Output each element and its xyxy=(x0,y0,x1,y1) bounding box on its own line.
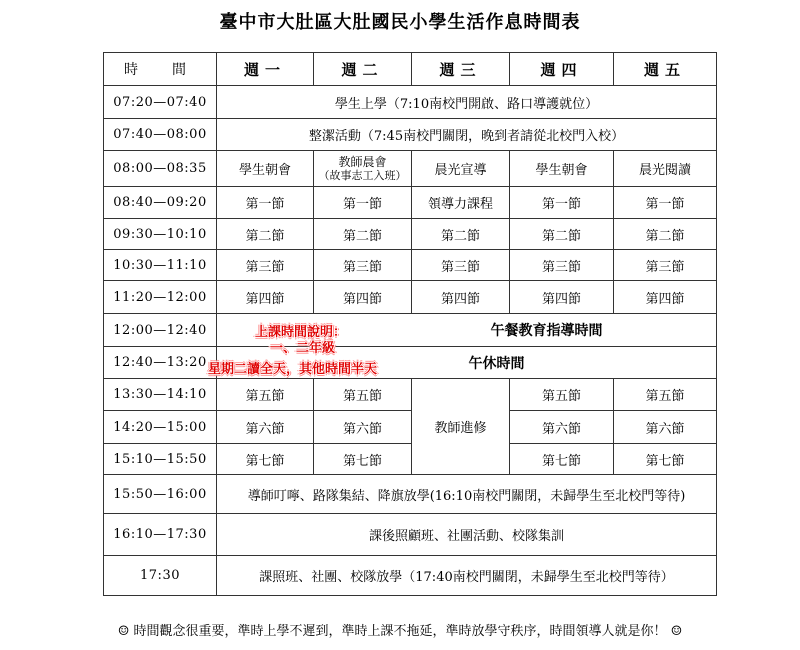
cell-thu: 第七節 xyxy=(510,444,614,475)
table-row xyxy=(104,151,717,187)
cell-tue: 第二節 xyxy=(314,219,412,250)
table-row xyxy=(104,347,717,379)
cell-tue: 第一節 xyxy=(314,187,412,219)
cell-tue: 第四節 xyxy=(314,281,412,314)
table-row xyxy=(104,514,717,556)
table-row xyxy=(104,86,717,119)
cell-fri: 晨光閱讀 xyxy=(614,151,717,187)
cell-mon: 第五節 xyxy=(217,379,314,411)
header-thu: 週四 xyxy=(510,53,614,86)
table-row xyxy=(104,187,717,219)
header-tue: 週二 xyxy=(314,53,412,86)
table-row xyxy=(104,475,717,514)
cell-fri: 第五節 xyxy=(614,379,717,411)
note-line-2: 一、二年級 xyxy=(270,341,336,356)
cell-wed: 領導力課程 xyxy=(412,187,510,219)
cell-fri: 第三節 xyxy=(614,250,717,281)
cell-thu: 第一節 xyxy=(510,187,614,219)
time-cell: 15:10—15:50 xyxy=(104,444,217,475)
cell-mon: 第四節 xyxy=(217,281,314,314)
footer-motto: ☺ 時間觀念很重要，準時上學不遲到，準時上課不拖延，準時放學守秩序，時間領導人就是你！ ☺ xyxy=(117,624,683,639)
cell-mon: 第六節 xyxy=(217,411,314,444)
note-line-1: 上課時間說明： xyxy=(255,325,347,340)
cell-fri: 第六節 xyxy=(614,411,717,444)
time-cell: 10:30—11:10 xyxy=(104,250,217,281)
time-cell: 08:40—09:20 xyxy=(104,187,217,219)
cell-tue xyxy=(314,151,412,187)
time-cell: 12:40—13:20 xyxy=(104,347,217,379)
schedule-table xyxy=(103,52,717,596)
span-cell: 課後照顧班、社團活動、校隊集訓 xyxy=(217,514,717,556)
header-fri: 週五 xyxy=(614,53,717,86)
header-row xyxy=(104,53,717,86)
cell-mon: 第七節 xyxy=(217,444,314,475)
cell-wed: 第四節 xyxy=(412,281,510,314)
time-cell: 11:20—12:00 xyxy=(104,281,217,314)
cell-wed-teacher-training: 教師進修 xyxy=(412,379,510,475)
table-row xyxy=(104,444,717,475)
cell-tue-sub: （故事志工入班） xyxy=(318,168,407,182)
time-cell: 07:20—07:40 xyxy=(104,86,217,119)
header-wed: 週三 xyxy=(412,53,510,86)
time-cell: 12:00—12:40 xyxy=(104,314,217,347)
page-title: 臺中市大肚區大肚國民小學生活作息時間表 xyxy=(219,12,581,33)
table-row xyxy=(104,411,717,444)
table-row xyxy=(104,556,717,596)
span-cell: 午餐教育指導時間 xyxy=(217,314,717,347)
time-cell: 13:30—14:10 xyxy=(104,379,217,411)
cell-tue: 第五節 xyxy=(314,379,412,411)
cell-mon: 第三節 xyxy=(217,250,314,281)
table-row xyxy=(104,219,717,250)
cell-mon: 第二節 xyxy=(217,219,314,250)
cell-fri: 第四節 xyxy=(614,281,717,314)
header-time: 時 間 xyxy=(104,53,217,86)
time-cell: 08:00—08:35 xyxy=(104,151,217,187)
time-cell: 17:30 xyxy=(104,556,217,596)
span-cell: 課照班、社團、校隊放學（17:40南校門關閉，未歸學生至北校門等待） xyxy=(217,556,717,596)
cell-wed: 第三節 xyxy=(412,250,510,281)
table-row xyxy=(104,379,717,411)
cell-wed: 晨光宣導 xyxy=(412,151,510,187)
span-cell: 午休時間 xyxy=(217,347,717,379)
cell-thu: 第二節 xyxy=(510,219,614,250)
table-row xyxy=(104,119,717,151)
cell-tue-main: 教師晨會 xyxy=(338,154,387,169)
time-cell: 09:30—10:10 xyxy=(104,219,217,250)
note-line-3: 星期二讀全天，其他時間半天 xyxy=(208,362,378,377)
time-cell: 14:20—15:00 xyxy=(104,411,217,444)
time-cell: 15:50—16:00 xyxy=(104,475,217,514)
table-row xyxy=(104,250,717,281)
time-cell: 07:40—08:00 xyxy=(104,119,217,151)
cell-fri: 第七節 xyxy=(614,444,717,475)
span-cell: 整潔活動（7:45南校門關閉，晚到者請從北校門入校） xyxy=(217,119,717,151)
cell-thu: 第六節 xyxy=(510,411,614,444)
cell-wed: 第二節 xyxy=(412,219,510,250)
cell-tue: 第六節 xyxy=(314,411,412,444)
cell-mon: 學生朝會 xyxy=(217,151,314,187)
cell-fri: 第一節 xyxy=(614,187,717,219)
header-mon: 週一 xyxy=(217,53,314,86)
cell-fri: 第二節 xyxy=(614,219,717,250)
span-cell: 導師叮嚀、路隊集結、降旗放學(16:10南校門關閉，未歸學生至北校門等待) xyxy=(217,475,717,514)
cell-thu: 學生朝會 xyxy=(510,151,614,187)
table-row xyxy=(104,314,717,347)
cell-thu: 第四節 xyxy=(510,281,614,314)
cell-tue: 第七節 xyxy=(314,444,412,475)
time-cell: 16:10—17:30 xyxy=(104,514,217,556)
span-cell: 學生上學（7:10南校門開啟、路口導護就位） xyxy=(217,86,717,119)
cell-mon: 第一節 xyxy=(217,187,314,219)
cell-thu: 第三節 xyxy=(510,250,614,281)
cell-thu: 第五節 xyxy=(510,379,614,411)
cell-tue: 第三節 xyxy=(314,250,412,281)
table-row xyxy=(104,281,717,314)
